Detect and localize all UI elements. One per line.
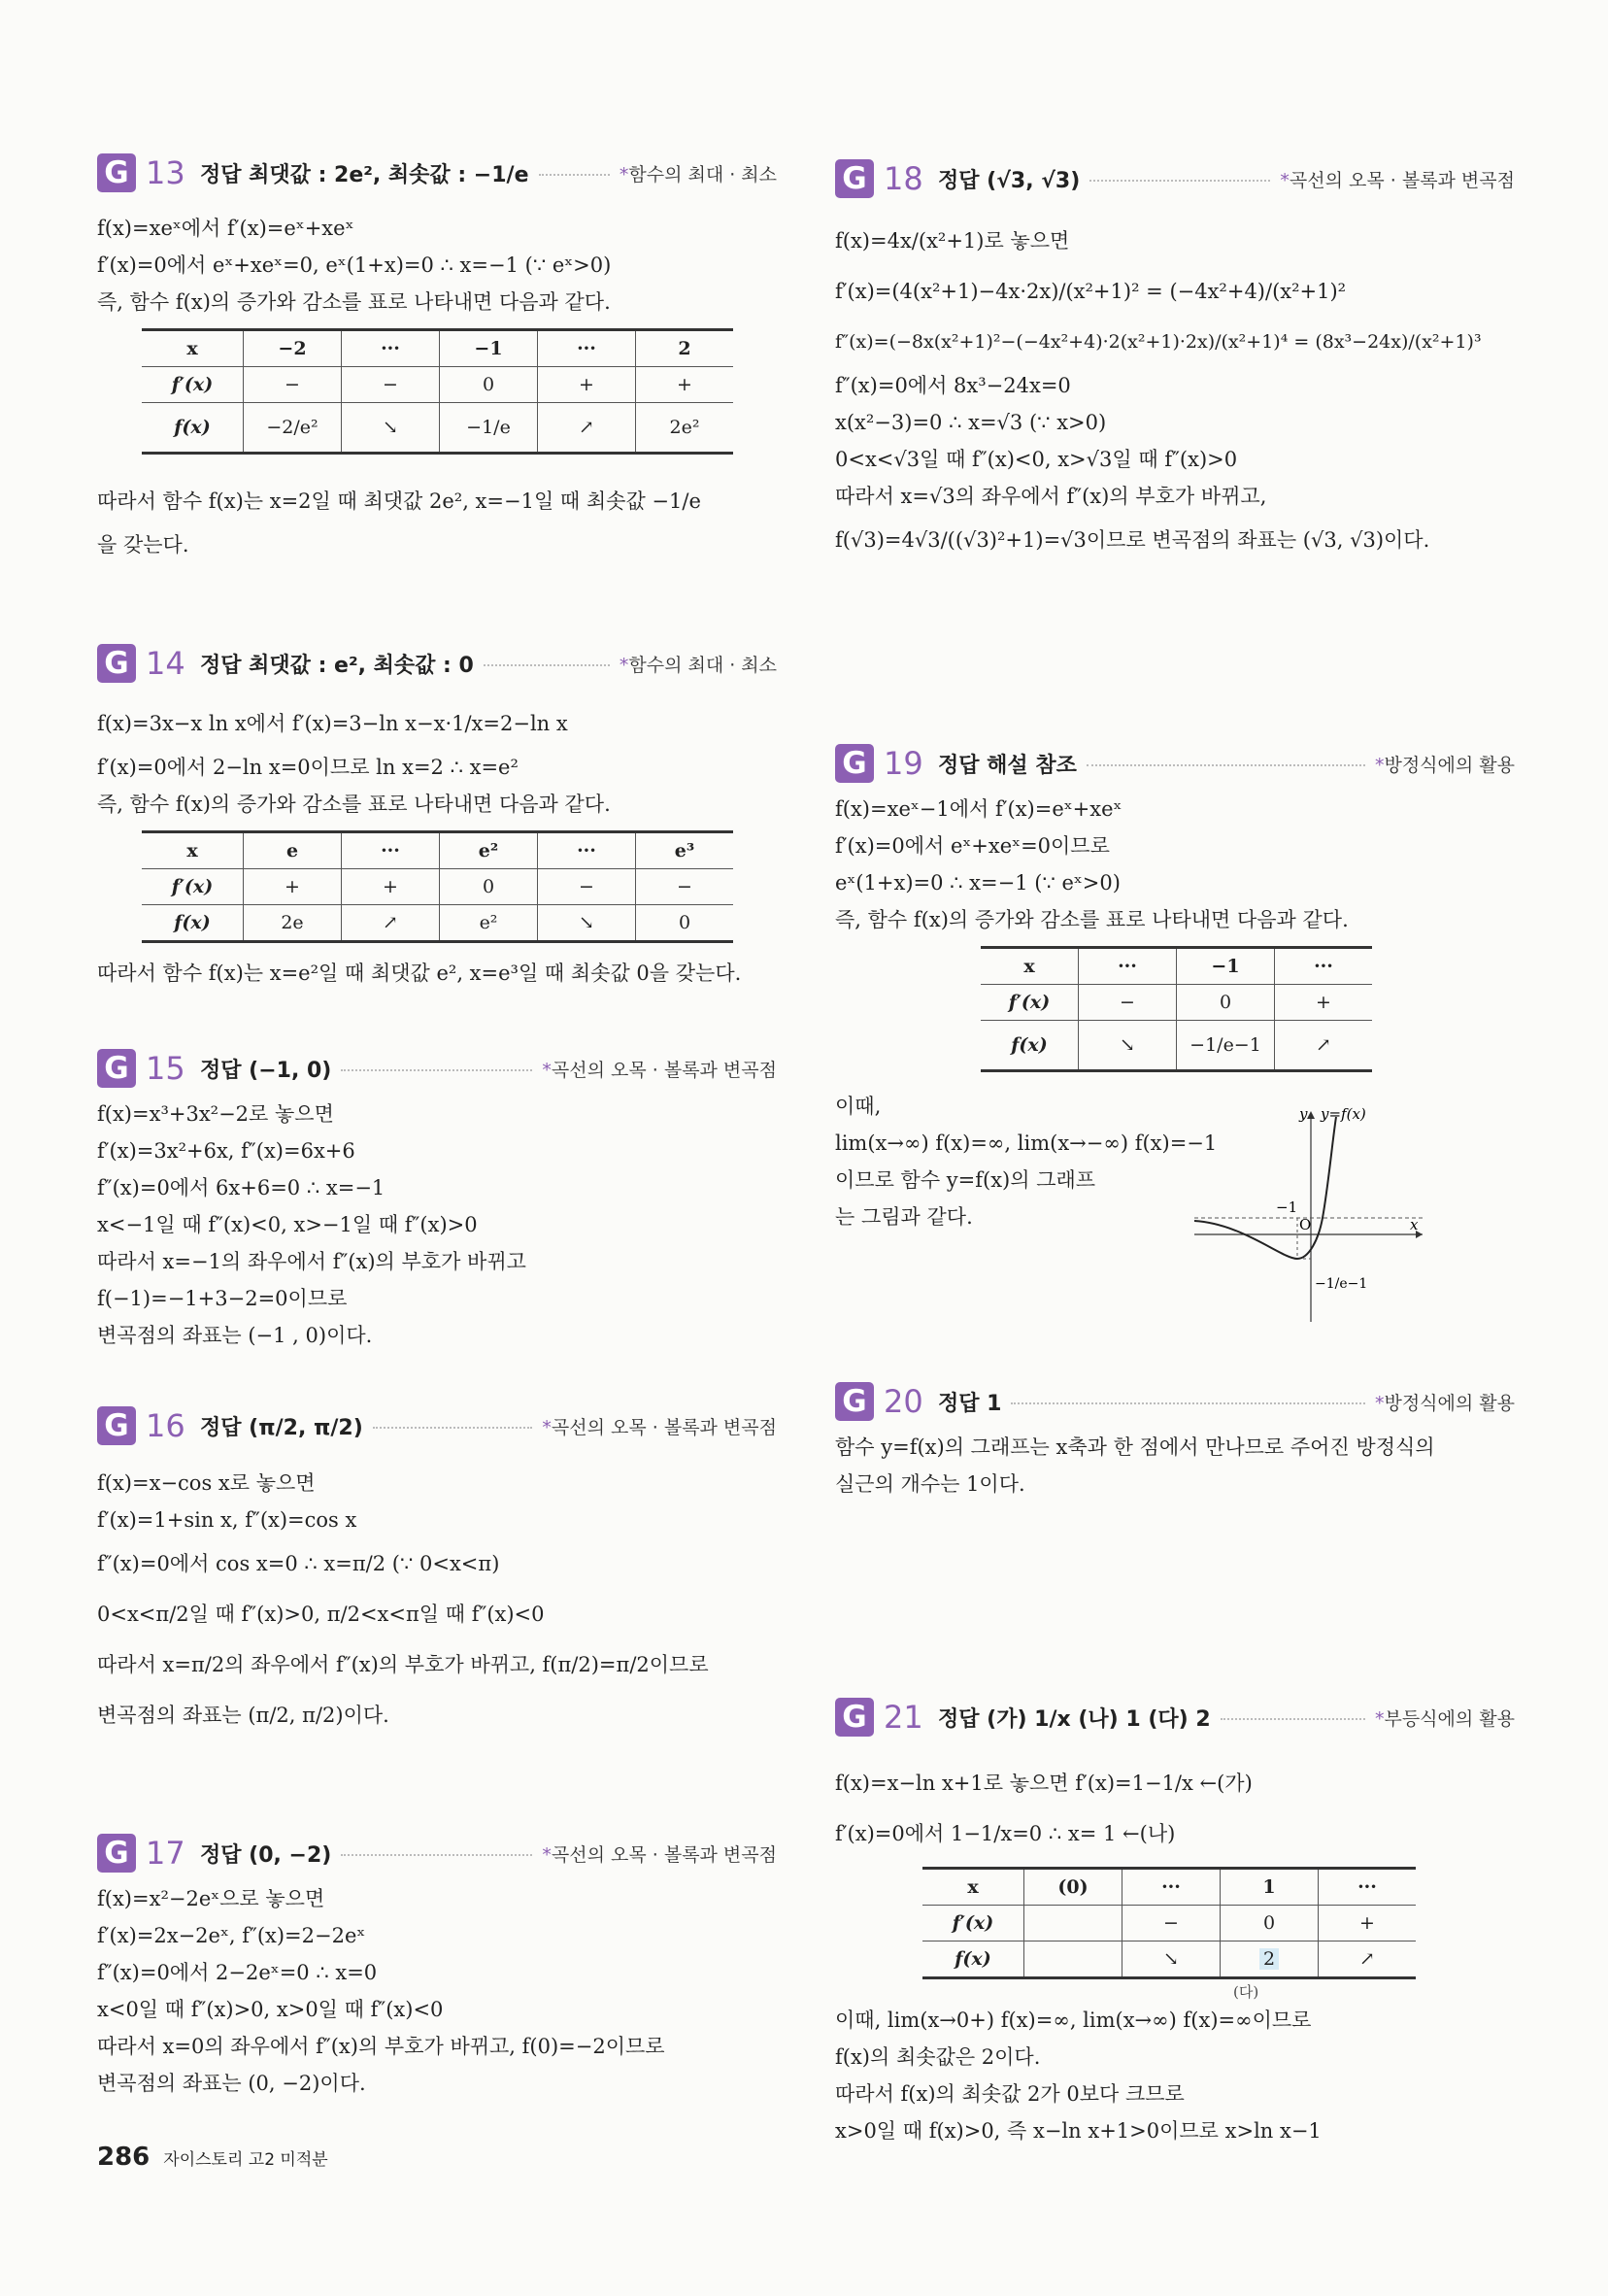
section-header (97, 1826, 777, 1880)
solution-line: 변곡점의 좌표는 (π/2, π/2)이다. (97, 1704, 389, 1727)
solution-line: 따라서 f(x)의 최솟값 2가 0보다 크므로 (835, 2082, 1185, 2106)
variation-table: x ··· −1 ··· f′(x) − 0 + f(x) ↘ −1/e−1 ↗ (981, 946, 1372, 1072)
solution-line: 0<x<√3일 때 f″(x)<0, x>√3일 때 f″(x)>0 (835, 448, 1238, 471)
solution-line: f(x)=x−ln x+1로 놓으면 f′(x)=1−1/x ←(가) (835, 1772, 1253, 1795)
solution-line: f′(x)=0에서 1−1/x=0 ∴ x= 1 ←(나) (835, 1822, 1176, 1845)
problem-number: 16 (146, 1407, 185, 1444)
solution-line: 따라서 함수 f(x)는 x=2일 때 최댓값 2e², x=−1일 때 최솟값 −1/e (97, 490, 701, 513)
tick-label-m1: −1 (1276, 1199, 1298, 1216)
solution-line: 따라서 x=π/2의 좌우에서 f″(x)의 부호가 바뀌고, f(π/2)=π/2이므로 (97, 1653, 709, 1676)
section-18 (835, 152, 1515, 565)
curve (1194, 1117, 1336, 1259)
variation-table: x (0) ··· 1 ··· f′(x) − 0 + f(x) ↘ 2 ↗ (922, 1867, 1416, 1979)
solution-line: 는 그림과 같다. (835, 1205, 973, 1229)
section-13 (97, 146, 777, 563)
solution-line: eˣ(1+x)=0 ∴ x=−1 (∵ eˣ>0) (835, 871, 1121, 895)
dot-leader (1087, 764, 1365, 766)
solution-line: f(−1)=−1+3−2=0이므로 (97, 1287, 348, 1310)
solution-line: f(x)의 최솟값은 2이다. (835, 2045, 1041, 2069)
problem-number: 17 (146, 1835, 185, 1872)
solution-line: f′(x)=3x²+6x, f″(x)=6x+6 (97, 1139, 355, 1163)
min-value-label: −1/e−1 (1315, 1276, 1368, 1292)
solution-line: f″(x)=0에서 2−2eˣ=0 ∴ x=0 (97, 1961, 378, 1984)
section-17 (97, 1826, 777, 2102)
answer: 정답 1 (938, 1391, 1002, 1416)
variation-table: x e ··· e² ··· e³ f′(x) + + 0 − − f(x) 2e ↗ e² ↘ 0 (142, 830, 733, 943)
page-footer (97, 2143, 328, 2172)
book-title: 자이스토리 고2 미적분 (163, 2150, 328, 2170)
y-axis-arrow (1307, 1111, 1315, 1119)
section-16 (97, 1399, 777, 1740)
solution-line: f(x)=x²−2eˣ으로 놓으면 (97, 1887, 325, 1910)
solution-line: f(x)=4x/(x²+1)로 놓으면 (835, 229, 1070, 253)
g-badge: G (835, 1698, 874, 1737)
section-header (97, 636, 777, 691)
topic-tag: *곡선의 오목 · 볼록과 변곡점 (1280, 169, 1515, 191)
solution-line: 따라서 x=0의 좌우에서 f″(x)의 부호가 바뀌고, f(0)=−2이므로 (97, 2035, 665, 2058)
solution-line: 이때, lim(x→0+) f(x)=∞, lim(x→∞) f(x)=∞이므로 (835, 2009, 1312, 2032)
section-20 (835, 1374, 1515, 1503)
function-graph (1185, 1103, 1427, 1327)
solution-line: 이므로 함수 y=f(x)의 그래프 (835, 1168, 1096, 1192)
origin-label: O (1299, 1216, 1312, 1233)
solution-line: 따라서 x=−1의 좌우에서 f″(x)의 부호가 바뀌고 (97, 1250, 526, 1273)
section-21 (835, 1690, 1515, 2149)
solution-line: f(x)=xeˣ−1에서 f′(x)=eˣ+xeˣ (835, 797, 1122, 821)
topic-tag: *곡선의 오목 · 볼록과 변곡점 (542, 1416, 777, 1438)
solution-line: f″(x)=0에서 cos x=0 ∴ x=π/2 (∵ 0<x<π) (97, 1552, 500, 1575)
solution-line: f″(x)=0에서 8x³−24x=0 (835, 374, 1071, 397)
topic-tag: *함수의 최대 · 최소 (619, 163, 777, 186)
answer: 정답 최댓값 : 2e², 최솟값 : −1/e (200, 162, 529, 187)
solution-line: f′(x)=0에서 2−ln x=0이므로 ln x=2 ∴ x=e² (97, 756, 519, 779)
y-axis-label: y (1299, 1105, 1308, 1123)
section-14 (97, 636, 777, 992)
section-header (835, 736, 1515, 791)
solution-line: 변곡점의 좌표는 (−1 , 0)이다. (97, 1324, 373, 1347)
answer: 정답 (π/2, π/2) (200, 1415, 363, 1440)
section-header (97, 1041, 777, 1096)
solution-line: f′(x)=0에서 eˣ+xeˣ=0이므로 (835, 834, 1110, 858)
solution-line: 을 갖는다. (97, 533, 189, 557)
solution-line: f″(x)=(−8x(x²+1)²−(−4x²+4)·2(x²+1)·2x)/(x²+1)⁴ = (8x³−24x)/(x²+1)³ (835, 331, 1482, 353)
dot-leader (373, 1427, 533, 1429)
g-badge: G (97, 153, 136, 192)
g-badge: G (835, 159, 874, 198)
dot-leader (341, 1069, 532, 1071)
g-badge: G (97, 644, 136, 683)
solution-line: 변곡점의 좌표는 (0, −2)이다. (97, 2072, 366, 2095)
solution-line: 함수 y=f(x)의 그래프는 x축과 한 점에서 만나므로 주어진 방정식의 (835, 1435, 1435, 1459)
solution-line: f′(x)=(4(x²+1)−4x·2x)/(x²+1)² = (−4x²+4)/(x²+1)² (835, 280, 1347, 303)
answer: 정답 (−1, 0) (200, 1058, 332, 1083)
problem-number: 18 (884, 160, 923, 197)
section-19 (835, 736, 1515, 1292)
topic-tag: *함수의 최대 · 최소 (619, 654, 777, 676)
solution-line: 따라서 함수 f(x)는 x=e²일 때 최댓값 e², x=e³일 때 최솟값 0을 갖는다. (97, 962, 742, 985)
solution-line: f′(x)=1+sin x, f″(x)=cos x (97, 1508, 357, 1532)
problem-number: 13 (146, 154, 185, 191)
section-header (835, 1374, 1515, 1429)
section-15 (97, 1041, 777, 1354)
dot-leader (341, 1854, 532, 1856)
solution-line: f(x)=3x−x ln x에서 f′(x)=3−ln x−x·1/x=2−ln x (97, 712, 568, 735)
dot-leader (1011, 1402, 1364, 1404)
solution-line: 따라서 x=√3의 좌우에서 f″(x)의 부호가 바뀌고, (835, 485, 1267, 508)
topic-tag: *방정식에의 활용 (1374, 754, 1515, 776)
dot-leader (539, 174, 610, 176)
g-badge: G (97, 1834, 136, 1873)
answer: 정답 (0, −2) (200, 1842, 332, 1868)
curve-label: y=f(x) (1321, 1105, 1366, 1123)
x-axis-label: x (1410, 1216, 1419, 1233)
g-badge: G (835, 1382, 874, 1421)
problem-number: 19 (884, 745, 923, 782)
answer: 정답 해설 참조 (938, 753, 1077, 778)
solution-line: x>0일 때 f(x)>0, 즉 x−ln x+1>0이므로 x>ln x−1 (835, 2119, 1322, 2143)
answer: 정답 최댓값 : e², 최솟값 : 0 (200, 653, 474, 678)
problem-number: 20 (884, 1383, 923, 1420)
page-number: 286 (97, 2143, 151, 2172)
solution-line: 이때, (835, 1095, 882, 1118)
topic-tag: *곡선의 오목 · 볼록과 변곡점 (542, 1059, 777, 1081)
answer: 정답 (√3, √3) (938, 168, 1081, 193)
problem-number: 15 (146, 1050, 185, 1087)
topic-tag: *곡선의 오목 · 볼록과 변곡점 (542, 1843, 777, 1866)
solution-line: f″(x)=0에서 6x+6=0 ∴ x=−1 (97, 1176, 385, 1199)
variation-table: x −2 ··· −1 ··· 2 f′(x) − − 0 + + f(x) −2/e² ↘ −1/e ↗ 2e² (142, 328, 733, 455)
g-badge: G (97, 1406, 136, 1445)
section-header (835, 152, 1515, 206)
dot-leader (484, 664, 610, 666)
mark-da: (다) (1233, 1983, 1259, 2001)
solution-line: f′(x)=0에서 eˣ+xeˣ=0, eˣ(1+x)=0 ∴ x=−1 (∵ eˣ>0) (97, 253, 612, 277)
solution-line: 즉, 함수 f(x)의 증가와 감소를 표로 나타내면 다음과 같다. (97, 290, 611, 314)
solution-line: f(x)=x−cos x로 놓으면 (97, 1471, 316, 1495)
topic-tag: *부등식에의 활용 (1374, 1707, 1515, 1730)
solution-line: 즉, 함수 f(x)의 증가와 감소를 표로 나타내면 다음과 같다. (835, 908, 1349, 931)
solution-line: x<0일 때 f″(x)>0, x>0일 때 f″(x)<0 (97, 1998, 444, 2021)
problem-number: 21 (884, 1699, 923, 1736)
section-header (97, 1399, 777, 1453)
solution-line: f′(x)=2x−2eˣ, f″(x)=2−2eˣ (97, 1924, 366, 1947)
section-header (835, 1690, 1515, 1744)
solution-line: f(x)=xeˣ에서 f′(x)=eˣ+xeˣ (97, 217, 354, 240)
solution-line: 즉, 함수 f(x)의 증가와 감소를 표로 나타내면 다음과 같다. (97, 793, 611, 816)
solution-line: f(x)=x³+3x²−2로 놓으면 (97, 1102, 334, 1126)
solution-line: 실근의 개수는 1이다. (835, 1472, 1025, 1496)
solution-line: x(x²−3)=0 ∴ x=√3 (∵ x>0) (835, 411, 1107, 434)
dot-leader (1221, 1718, 1365, 1720)
problem-number: 14 (146, 645, 185, 682)
solution-line: 0<x<π/2일 때 f″(x)>0, π/2<x<π일 때 f″(x)<0 (97, 1603, 545, 1626)
g-badge: G (835, 744, 874, 783)
solution-line: x<−1일 때 f″(x)<0, x>−1일 때 f″(x)>0 (97, 1213, 478, 1236)
topic-tag: *방정식에의 활용 (1374, 1392, 1515, 1414)
dot-leader (1089, 180, 1270, 182)
section-header (97, 146, 777, 200)
solution-line: f(√3)=4√3/((√3)²+1)=√3이므로 변곡점의 좌표는 (√3, √3)이다. (835, 528, 1430, 552)
solution-line: lim(x→∞) f(x)=∞, lim(x→−∞) f(x)=−1 (835, 1131, 1218, 1155)
answer: 정답 (가) 1/x (나) 1 (다) 2 (938, 1706, 1211, 1732)
g-badge: G (97, 1049, 136, 1088)
